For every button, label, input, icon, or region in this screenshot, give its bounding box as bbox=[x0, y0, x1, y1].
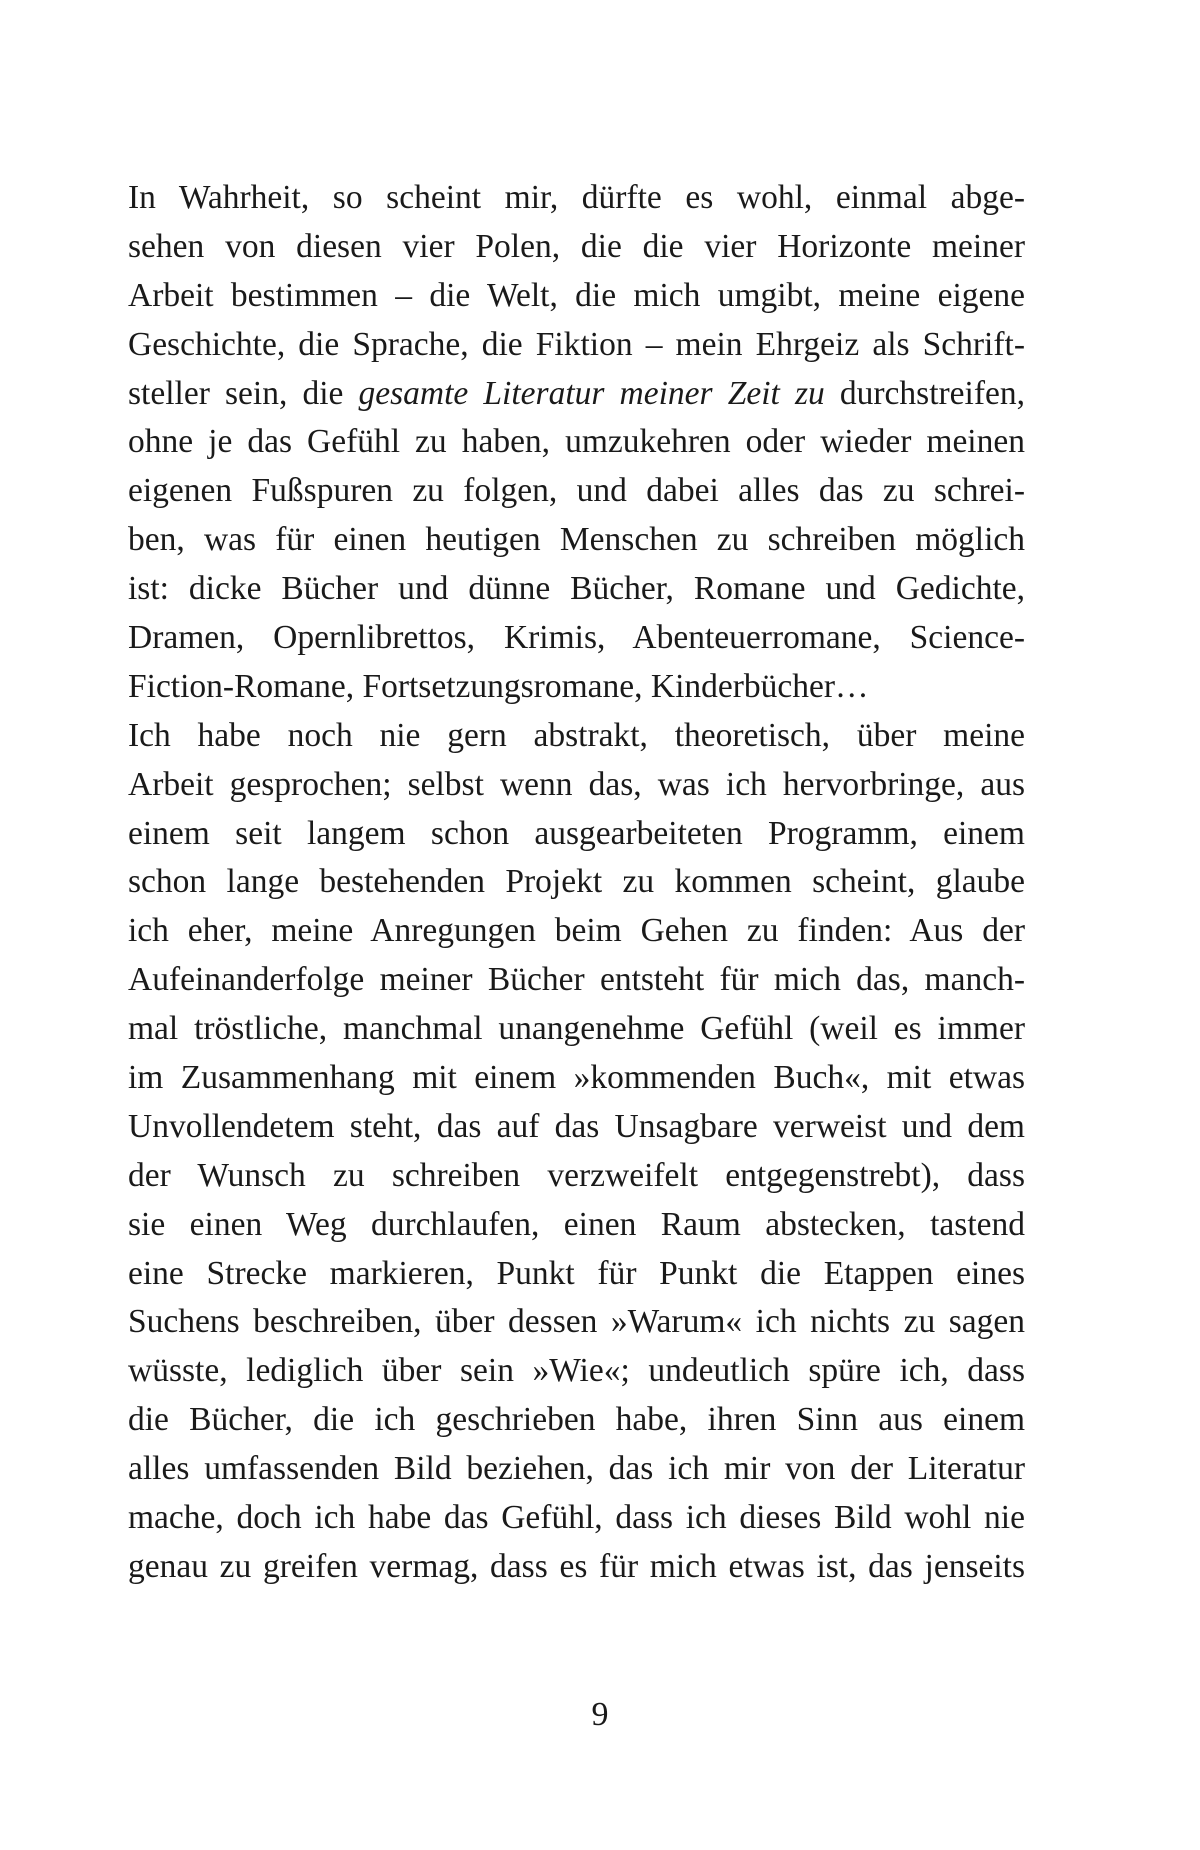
italic-phrase: gesamte Literatur meiner Zeit zu bbox=[358, 374, 825, 412]
text-line: In Wahrheit, so scheint mir, dürfte es wohl, einmal abge- bbox=[128, 179, 1025, 216]
text-line: sie einen Weg durchlaufen, einen Raum abstecken, tastend bbox=[128, 1205, 1025, 1243]
text-line: eine Strecke markieren, Punkt für Punkt die Etappen eines bbox=[128, 1254, 1025, 1292]
text-line: mal tröstliche, manchmal unangenehme Gefühl (weil es immer bbox=[128, 1010, 1025, 1048]
text-line: eigenen Fußspuren zu folgen, und dabei alles das zu schrei- bbox=[128, 472, 1025, 510]
text-line: der Wunsch zu schreiben verzweifelt entgegenstrebt), dass bbox=[128, 1156, 1025, 1194]
text-line: Arbeit bestimmen – die Welt, die mich umgibt, meine eigene bbox=[128, 276, 1025, 314]
text-line: Geschichte, die Sprache, die Fiktion – mein Ehrgeiz als Schrift- bbox=[128, 325, 1025, 363]
text-line: ich eher, meine Anregungen beim Gehen zu finden: Aus der bbox=[128, 912, 1025, 950]
text-line: Suchens beschreiben, über dessen »Warum« ich nichts zu sagen bbox=[128, 1303, 1025, 1341]
text-line: ohne je das Gefühl zu haben, umzukehren oder wieder meinen bbox=[128, 423, 1025, 461]
text-line: Dramen, Opernlibrettos, Krimis, Abenteuerromane, Science- bbox=[128, 619, 1025, 657]
text-segment: steller sein, die bbox=[128, 374, 359, 412]
page-number: 9 bbox=[591, 1696, 609, 1733]
text-line: sehen von diesen vier Polen, die die vier Horizonte meiner bbox=[128, 227, 1025, 265]
text-line: Arbeit gesprochen; selbst wenn das, was ich hervorbringe, aus bbox=[128, 765, 1025, 803]
text-line: ben, was für einen heutigen Menschen zu schreiben möglich bbox=[128, 521, 1025, 559]
body-text bbox=[128, 174, 1025, 1592]
text-line: ist: dicke Bücher und dünne Bücher, Romane und Gedichte, bbox=[128, 570, 1025, 608]
text-line: einem seit langem schon ausgearbeiteten Programm, einem bbox=[128, 814, 1025, 852]
text-line: Ich habe noch nie gern abstrakt, theoretisch, über meine bbox=[128, 716, 1025, 754]
text-line bbox=[128, 370, 1025, 419]
text-line: im Zusammenhang mit einem »kommenden Buch«, mit etwas bbox=[128, 1059, 1025, 1097]
text-line: alles umfassenden Bild beziehen, das ich mir von der Literatur bbox=[128, 1450, 1025, 1488]
text-segment: durchstreifen, bbox=[824, 374, 1025, 412]
text-line: die Bücher, die ich geschrieben habe, ihren Sinn aus einem bbox=[128, 1401, 1025, 1439]
text-line: genau zu greifen vermag, dass es für mich etwas ist, das jenseits bbox=[128, 1547, 1025, 1585]
text-line: wüsste, lediglich über sein »Wie«; undeutlich spüre ich, dass bbox=[128, 1352, 1025, 1390]
text-line: mache, doch ich habe das Gefühl, dass ich dieses Bild wohl nie bbox=[128, 1499, 1025, 1537]
text-line: schon lange bestehenden Projekt zu kommen scheint, glaube bbox=[128, 863, 1025, 901]
text-line: Aufeinanderfolge meiner Bücher entsteht für mich das, manch- bbox=[128, 961, 1025, 999]
text-line: Fiction-Romane, Fortsetzungsromane, Kinderbücher… bbox=[128, 667, 869, 705]
text-line: Unvollendetem steht, das auf das Unsagbare verweist und dem bbox=[128, 1107, 1025, 1145]
